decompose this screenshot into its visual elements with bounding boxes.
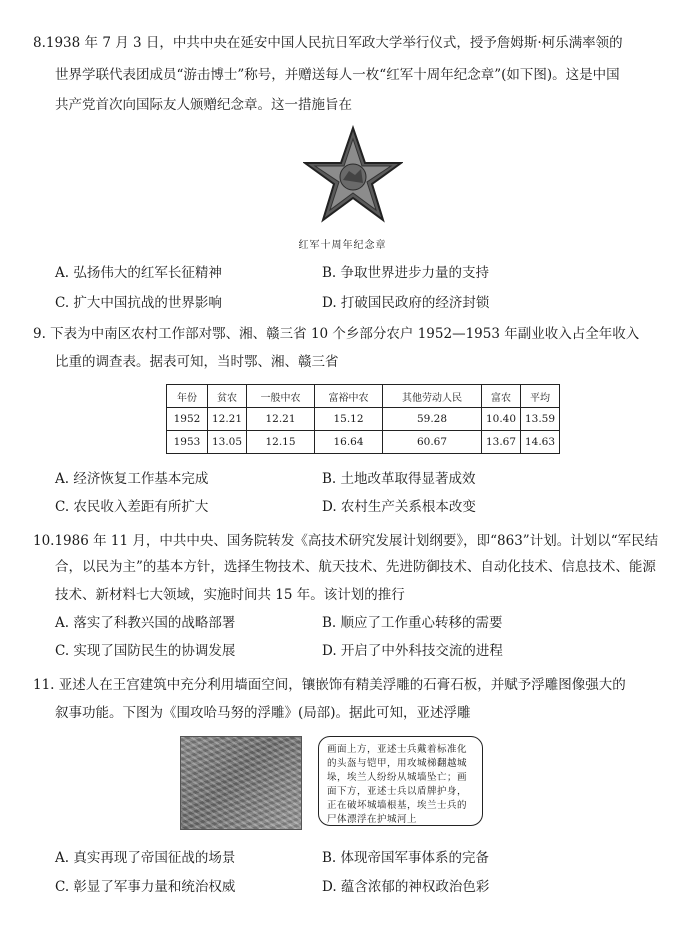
relief-description-box: 画面上方，亚述士兵戴着标准化的头盔与铠甲，用攻城梯翻越城垛，埃兰人纷纷从城墙坠亡；画面下方，亚述士兵以盾牌护身，正在破坏城墙根基，埃兰士兵的尸体漂浮在护城河上	[318, 736, 483, 826]
q11-option-c[interactable]: C. 彰显了军事力量和统治权威	[55, 879, 236, 895]
q11-option-d[interactable]: D. 蕴含浓郁的神权政治色彩	[322, 879, 490, 895]
q10-line-1: 10.1986 年 11 月，中共中央、国务院转发《高技术研究发展计划纲要》，即“863”计划。计划以“军民结	[33, 533, 659, 549]
q8-option-d[interactable]: D. 打破国民政府的经济封锁	[322, 295, 490, 311]
medal-caption: 红军十周年纪念章	[298, 240, 387, 251]
q11-line-1: 11. 亚述人在王宫建筑中充分利用墙面空间，镶嵌饰有精美浮雕的石膏石板，并赋予浮雕图像强大的	[33, 677, 626, 693]
q8-line-2: 世界学联代表团成员“游击博士”称号，并赠送每人一枚“红军十周年纪念章”(如下图)。这是中国	[55, 67, 620, 83]
q8-option-a[interactable]: A. 弘扬伟大的红军长征精神	[55, 265, 222, 281]
q9-option-a[interactable]: A. 经济恢复工作基本完成	[55, 471, 209, 487]
table-cell: 12.21	[208, 408, 247, 431]
q9-option-d[interactable]: D. 农村生产关系根本改变	[322, 499, 476, 515]
table-row	[167, 431, 560, 454]
q10-option-d[interactable]: D. 开启了中外科技交流的进程	[322, 643, 503, 659]
q10-option-b[interactable]: B. 顺应了工作重心转移的需要	[322, 615, 503, 631]
table-cell: 14.63	[521, 431, 560, 454]
q9-line-2: 比重的调查表。据表可知，当时鄂、湘、赣三省	[55, 354, 339, 370]
q9-option-b[interactable]: B. 土地改革取得显著成效	[322, 471, 476, 487]
q8-line-3: 共产党首次向国际友人颁赠纪念章。这一措施旨在	[55, 97, 352, 113]
table-cell: 10.40	[482, 408, 521, 431]
table-header-cell: 富农	[482, 385, 521, 408]
q8-line-1: 8.1938 年 7 月 3 日，中共中央在延安中国人民抗日军政大学举行仪式，授予詹姆斯·柯乐满率领的	[33, 35, 623, 51]
red-army-medal-image	[303, 125, 403, 225]
q11-option-b[interactable]: B. 体现帝国军事体系的完备	[322, 850, 490, 866]
table-cell: 16.64	[315, 431, 383, 454]
income-table	[166, 384, 560, 454]
table-header-row	[167, 385, 560, 408]
table-cell: 1952	[167, 408, 208, 431]
table-header-cell: 平均	[521, 385, 560, 408]
assyrian-relief-image	[180, 736, 302, 830]
table-cell: 59.28	[383, 408, 482, 431]
q8-option-c[interactable]: C. 扩大中国抗战的世界影响	[55, 295, 222, 311]
table-cell: 13.59	[521, 408, 560, 431]
q9-line-1: 9. 下表为中南区农村工作部对鄂、湘、赣三省 10 个乡部分农户 1952—1953 年副业收入占全年收入	[33, 326, 640, 342]
table-header-cell: 年份	[167, 385, 208, 408]
table-cell: 13.05	[208, 431, 247, 454]
q10-option-a[interactable]: A. 落实了科教兴国的战略部署	[55, 615, 236, 631]
table-cell: 15.12	[315, 408, 383, 431]
q8-option-b[interactable]: B. 争取世界进步力量的支持	[322, 265, 490, 281]
q11-option-a[interactable]: A. 真实再现了帝国征战的场景	[55, 850, 236, 866]
table-header-cell: 一般中农	[247, 385, 315, 408]
table-cell: 13.67	[482, 431, 521, 454]
table-header-cell: 贫农	[208, 385, 247, 408]
q10-line-2: 合，以民为主”的基本方针，选择生物技术、航天技术、先进防御技术、自动化技术、信息技术、能源	[55, 559, 656, 575]
table-header-cell: 其他劳动人民	[383, 385, 482, 408]
table-cell: 12.15	[247, 431, 315, 454]
q9-option-c[interactable]: C. 农民收入差距有所扩大	[55, 499, 209, 515]
table-header-cell: 富裕中农	[315, 385, 383, 408]
table-row	[167, 408, 560, 431]
table-cell: 12.21	[247, 408, 315, 431]
q10-option-c[interactable]: C. 实现了国防民生的协调发展	[55, 643, 236, 659]
q11-line-2: 叙事功能。下图为《围攻哈马努的浮雕》(局部)。据此可知，亚述浮雕	[55, 705, 471, 721]
table-cell: 60.67	[383, 431, 482, 454]
table-cell: 1953	[167, 431, 208, 454]
q10-line-3: 技术、新材料七大领域，实施时间共 15 年。该计划的推行	[55, 587, 405, 603]
